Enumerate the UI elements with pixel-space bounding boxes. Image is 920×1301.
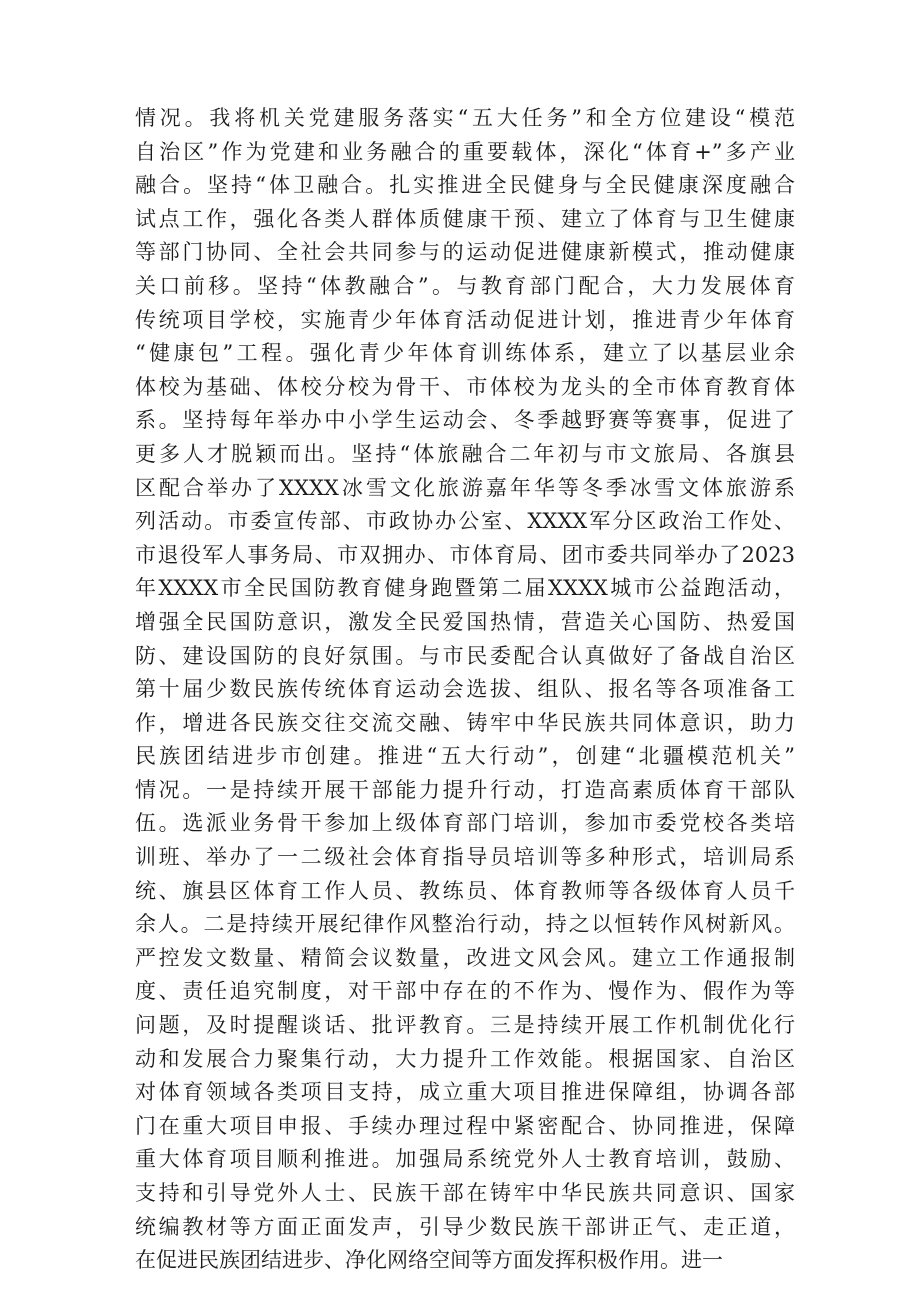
text-line: 统编教材等方面正面发声，引导少数民族干部讲正气、走正道， xyxy=(135,1214,795,1239)
text-line: 区配合举办了XXXX冰雪文化旅游嘉年华等冬季冰雪文体旅游系 xyxy=(135,475,795,500)
text-line: 第十届少数民族传统体育运动会选拔、组队、报名等各项准备工 xyxy=(135,677,795,702)
text-line: 问题，及时提醒谈话、批评教育。三是持续开展工作机制优化行 xyxy=(135,1013,795,1038)
text-line: 训班、举办了一二级社会体育指导员培训等多种形式，培训局系 xyxy=(135,845,795,870)
text-line: 列活动。市委宣传部、市政协办公室、XXXX军分区政治工作处、 xyxy=(135,509,795,534)
text-line: 动和发展合力聚集行动，大力提升工作效能。根据国家、自治区 xyxy=(135,1046,795,1071)
text-line: 自治区”作为党建和业务融合的重要载体，深化“体育+”多产业 xyxy=(135,139,795,164)
text-line: 增强全民国防意识，激发全民爱国热情，营造关心国防、热爱国 xyxy=(135,609,795,634)
text-line: 情况。我将机关党建服务落实“五大任务”和全方位建设“模范 xyxy=(135,106,795,130)
text-line: 市退役军人事务局、市双拥办、市体育局、团市委共同举办了2023 xyxy=(135,542,795,567)
text-line: 在促进民族团结进步、净化网络空间等方面发挥积极作用。进一 xyxy=(135,1248,723,1273)
text-line: 支持和引导党外人士、民族干部在铸牢中华民族共同意识、国家 xyxy=(135,1181,795,1205)
text-line: 年XXXX市全民国防教育健身跑暨第二届XXXX城市公益跑活动， xyxy=(135,576,795,601)
text-line: 情况。一是持续开展干部能力提升行动，打造高素质体育干部队 xyxy=(135,777,795,802)
text-line: 更多人才脱颖而出。坚持“体旅融合二年初与市文旅局、各旗县 xyxy=(135,441,795,466)
text-line: 关口前移。坚持“体教融合”。与教育部门配合，大力发展体育 xyxy=(135,273,795,298)
text-line: 防、建设国防的良好氛围。与市民委配合认真做好了备战自治区 xyxy=(135,643,795,668)
text-line: 融合。坚持“体卫融合。扎实推进全民健身与全民健康深度融合 xyxy=(135,173,795,198)
text-line: 等部门协同、全社会共同参与的运动促进健康新模式，推动健康 xyxy=(135,240,795,265)
text-line: 体校为基础、体校分校为骨干、市体校为龙头的全市体育教育体 xyxy=(135,374,795,399)
text-line: 传统项目学校，实施青少年体育活动促进计划，推进青少年体育 xyxy=(135,307,795,332)
text-line: 对体育领域各类项目支持，成立重大项目推进保障组，协调各部 xyxy=(135,1080,795,1105)
body-paragraph xyxy=(135,102,795,1278)
text-line: 余人。二是持续开展纪律作风整治行动，持之以恒转作风树新风。 xyxy=(135,912,795,937)
text-line: “健康包”工程。强化青少年体育训练体系，建立了以基层业余 xyxy=(135,341,795,366)
text-line: 严控发文数量、精简会议数量，改进文风会风。建立工作通报制 xyxy=(135,945,795,970)
text-line: 民族团结进步市创建。推进“五大行动”，创建“北疆模范机关” xyxy=(135,744,795,769)
text-line: 作，增进各民族交往交流交融、铸牢中华民族共同体意识，助力 xyxy=(135,710,795,735)
text-line: 门在重大项目申报、手续办理过程中紧密配合、协同推进，保障 xyxy=(135,1113,795,1138)
text-line: 重大体育项目顺利推进。加强局系统党外人士教育培训，鼓励、 xyxy=(135,1147,795,1172)
text-line: 系。坚持每年举办中小学生运动会、冬季越野赛等赛事，促进了 xyxy=(135,408,795,433)
text-line: 伍。选派业务骨干参加上级体育部门培训，参加市委党校各类培 xyxy=(135,811,795,836)
text-line: 统、旗县区体育工作人员、教练员、体育教师等各级体育人员千 xyxy=(135,878,795,903)
text-line: 度、责任追究制度，对干部中存在的不作为、慢作为、假作为等 xyxy=(135,979,795,1004)
text-line: 试点工作，强化各类人群体质健康干预、建立了体育与卫生健康 xyxy=(135,206,795,231)
